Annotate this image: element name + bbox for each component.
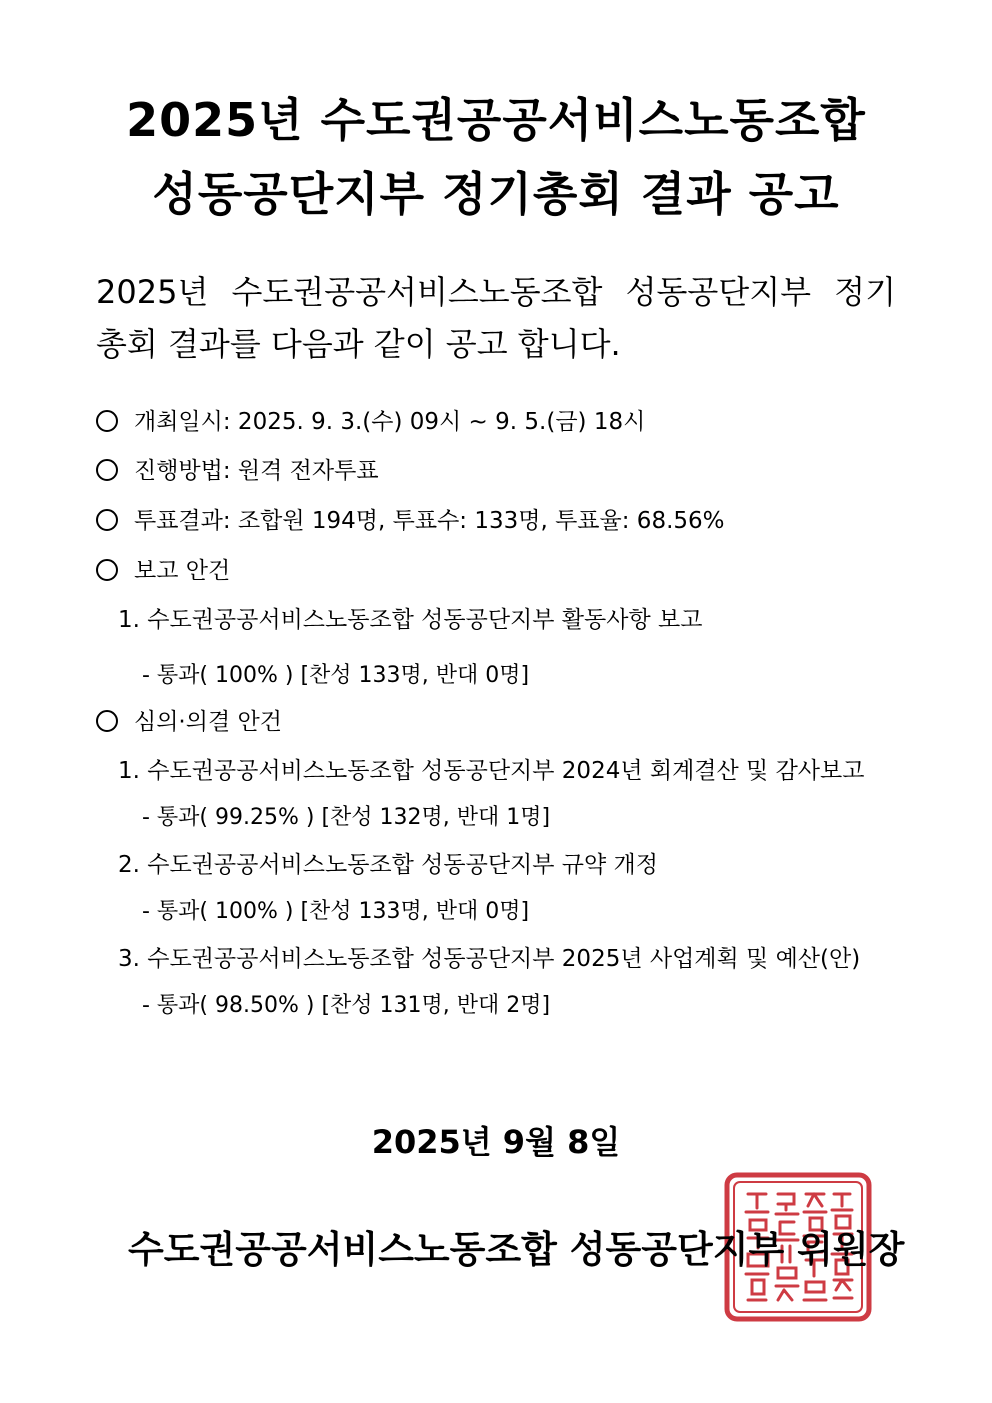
intro-word: 2025년 — [96, 273, 209, 311]
delib-agenda-2: 2. 수도권공공서비스노동조합 성동공단지부 규약 개정 — [118, 852, 658, 878]
title-line-1: 2025년 수도권공공서비스노동조합 — [126, 93, 866, 147]
circle-bullet-icon — [96, 459, 118, 481]
report-header-text: 보고 안건 — [134, 558, 231, 584]
delib-agenda-1-result: - 통과( 99.25% ) [찬성 132명, 반대 1명] — [142, 805, 551, 830]
item-date-text: 개최일시: 2025. 9. 3.(수) 09시 ~ 9. 5.(금) 18시 — [134, 409, 646, 435]
delib-agenda-3: 3. 수도권공공서비스노동조합 성동공단지부 2025년 사업계획 및 예산(안) — [118, 946, 861, 972]
intro-line-1 — [96, 266, 896, 318]
delib-agenda-3-result: - 통과( 98.50% ) [찬성 131명, 반대 2명] — [142, 993, 551, 1018]
delib-agenda-1: 1. 수도권공공서비스노동조합 성동공단지부 2024년 회계결산 및 감사보고 — [118, 758, 865, 784]
circle-bullet-icon — [96, 559, 118, 581]
report-agenda-1: 1. 수도권공공서비스노동조합 성동공단지부 활동사항 보고 — [118, 607, 703, 633]
deliberation-header — [96, 707, 282, 737]
circle-bullet-icon — [96, 509, 118, 531]
item-method — [96, 456, 379, 486]
signer-name: 수도권공공서비스노동조합 성동공단지부 위원장 — [128, 1228, 905, 1271]
intro-line-2: 총회 결과를 다음과 같이 공고 합니다. — [96, 325, 621, 363]
report-header — [96, 556, 230, 586]
report-agenda-1-result: - 통과( 100% ) [찬성 133명, 반대 0명] — [142, 663, 530, 688]
item-result-text: 투표결과: 조합원 194명, 투표수: 133명, 투표율: 68.56% — [134, 508, 725, 534]
intro-word: 수도권공공서비스노동조합 — [231, 273, 603, 311]
circle-bullet-icon — [96, 710, 118, 732]
deliberation-header-text: 심의·의결 안건 — [134, 709, 282, 735]
title-line-2: 성동공단지부 정기총회 결과 공고 — [152, 167, 840, 221]
circle-bullet-icon — [96, 410, 118, 432]
item-result — [96, 506, 725, 536]
delib-agenda-2-result: - 통과( 100% ) [찬성 133명, 반대 0명] — [142, 899, 530, 924]
notice-date: 2025년 9월 8일 — [371, 1123, 621, 1161]
item-method-text: 진행방법: 원격 전자투표 — [134, 458, 379, 484]
item-date — [96, 407, 645, 437]
intro-word: 정기 — [834, 273, 896, 311]
intro-word: 성동공단지부 — [625, 273, 812, 311]
